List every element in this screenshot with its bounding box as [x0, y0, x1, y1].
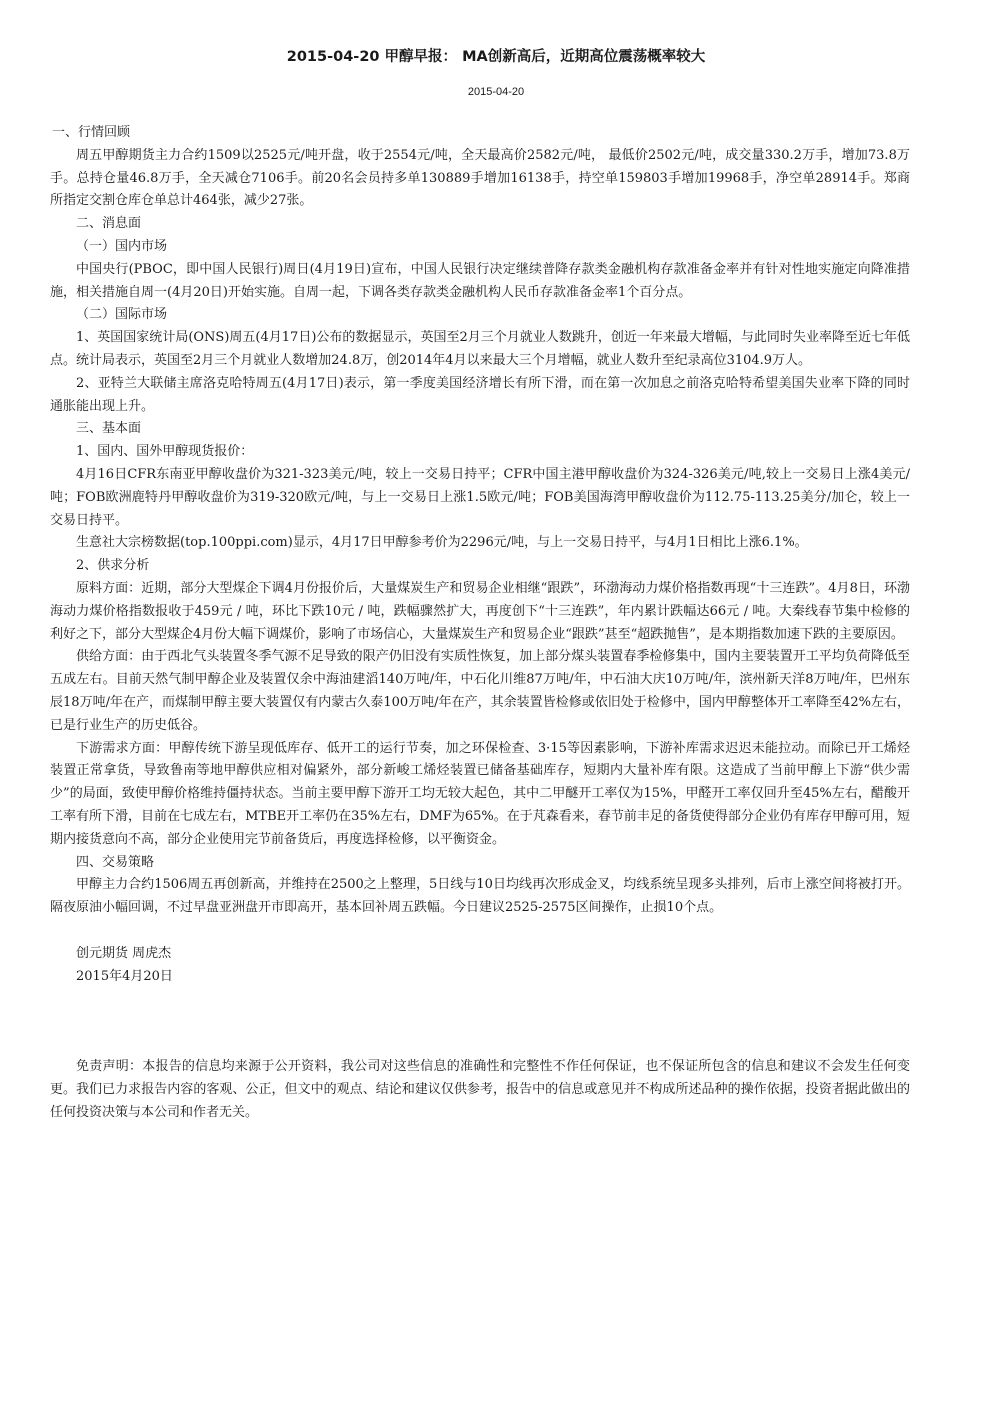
signature-author: 创元期货 周虎杰: [76, 945, 172, 961]
spacer: [50, 988, 910, 1056]
subheading-spot-prices: 1、国内、国外甲醇现货报价：: [76, 444, 254, 460]
section-heading-trading-strategy: 四、交易策略: [76, 854, 155, 870]
section-heading-news: 二、消息面: [76, 216, 142, 232]
section-heading-fundamentals: 三、基本面: [76, 421, 142, 437]
paragraph-raw-materials: 原料方面：近期，部分大型煤企下调4月份报价后，大量煤炭生产和贸易企业相继“跟跌”，环渤海动力煤价格指数再现“十三连跌”。4月8日，环渤海动力煤价格指数报收于459元 / 吨，环比下跌10元 / 吨，跌幅骤然扩大，再度创下“十三连跌”，年内累计跌幅达66元 / 吨。大秦线春节集中检修的利好之下，部分大型煤企4月份大幅下调煤价，影响了市场信心，大量煤炭生产和贸易企业“跟跌”甚至“超跌抛售”，是本期指数加速下跌的主要原因。: [50, 580, 910, 642]
paragraph-supply: 供给方面：由于西北气头装置冬季气源不足导致的限产仍旧没有实质性恢复，加上部分煤头装置春季检修集中，国内主要装置开工平均负荷降低至五成左右。目前天然气制甲醇企业及装置仅余中海油建滔140万吨/年，中石化川维87万吨/年，中石油大庆10万吨/年，滨州新天洋8万吨/年，巴州东辰18万吨/年在产，而煤制甲醇主要大装置仅有内蒙古久泰100万吨/年在产，其余装置皆检修或依旧处于检修中，国内甲醇整体开工率降至42%左右，已是行业生产的历史低谷。: [50, 649, 910, 733]
paragraph-uk-employment: 1、英国国家统计局(ONS)周五(4月17日)公布的数据显示，英国至2月三个月就业人数跳升，创近一年来最大增幅，与此同时失业率降至近七年低点。统计局表示，英国至2月三个月就业人数增加24.8万，创2014年4月以来最大三个月增幅，就业人数升至纪录高位3104.9万人。: [50, 330, 910, 368]
report-body: [50, 122, 910, 1125]
report-date: 2015-04-20: [467, 86, 525, 98]
subheading-domestic-market: （一）国内市场: [76, 238, 168, 254]
report-title: 2015-04-20 甲醇早报： MA创新高后，近期高位震荡概率较大: [286, 49, 706, 65]
subheading-supply-demand: 2、供求分析: [76, 558, 150, 574]
section-heading-market-review: 一、行情回顾: [52, 125, 131, 140]
spacer: [50, 920, 910, 943]
paragraph-downstream-demand: 下游需求方面：甲醇传统下游呈现低库存、低开工的运行节奏，加之环保检查、3·15等因素影响，下游补库需求迟迟未能拉动。而除已开工烯烃装置正常拿货，导致鲁南等地甲醇供应相对偏紧外，部分新峻工烯烃装置已储备基础库存，短期内大量补库有限。这造成了当前甲醇上下游“供少需少”的局面，致使甲醇价格维持僵持状态。当前主要甲醇下游开工均无较大起色，其中二甲醚开工率仅为15%，甲醛开工率仅回升至45%左右，醋酸开工率有所下滑，目前在七成左右，MTBE开工率仍在35%左右，DMF为65%。在于芃森看来，春节前丰足的备货使得部分企业仍有库存甲醇可用，短期内接货意向不高，部分企业使用完节前备货后，再度选择检修，以平衡资金。: [50, 740, 910, 847]
paragraph-us-fed: 2、亚特兰大联储主席洛克哈特周五(4月17日)表示，第一季度美国经济增长有所下滑，而在第一次加息之前洛克哈特希望美国失业率下降的同时通胀能出现上升。: [50, 375, 910, 414]
subheading-international-market: （二）国际市场: [76, 307, 168, 323]
disclaimer: 免责声明：本报告的信息均来源于公开资料，我公司对这些信息的准确性和完整性不作任何保证，也不保证所包含的信息和建议不会发生任何变更。我们已力求报告内容的客观、公正，但文中的观点、结论和建议仅供参考，报告中的信息或意见并不构成所述品种的操作依据，投资者据此做出的任何投资决策与本公司和作者无关。: [50, 1059, 910, 1121]
paragraph-reference-price: 生意社大宗榜数据(top.100ppi.com)显示，4月17日甲醇参考价为2296元/吨，与上一交易日持平，与4月1日相比上涨6.1%。: [76, 535, 808, 551]
paragraph-trading-strategy: 甲醇主力合约1506周五再创新高，并维持在2500之上整理，5日线与10日均线再次形成金叉，均线系统呈现多头排列，后市上涨空间将被打开。隔夜原油小幅回调，不过早盘亚洲盘开市即高开，基本回补周五跌幅。今日建议2525-2575区间操作，止损10个点。: [50, 877, 910, 916]
paragraph-spot-prices: 4月16日CFR东南亚甲醇收盘价为321-323美元/吨，较上一交易日持平；CFR中国主港甲醇收盘价为324-326美元/吨,较上一交易日上涨4美元/吨；FOB欧洲鹿特丹甲醇收盘价为319-320欧元/吨，与上一交易日上涨1.5欧元/吨；FOB美国海湾甲醇收盘价为112.75-113.25美分/加仑，较上一交易日持平。: [50, 466, 910, 528]
paragraph-domestic-news: 中国央行(PBOC，即中国人民银行)周日(4月19日)宣布，中国人民银行决定继续普降存款类金融机构存款准备金率并有针对性地实施定向降准措施，相关措施自周一(4月20日)开始实施。自周一起，下调各类存款类金融机构人民币存款准备金率1个百分点。: [50, 261, 910, 300]
signature-date: 2015年4月20日: [76, 968, 173, 984]
paragraph-market-review: 周五甲醇期货主力合约1509以2525元/吨开盘，收于2554元/吨，全天最高价2582元/吨， 最低价2502元/吨，成交量330.2万手，增加73.8万手。总持仓量46.8万手，全天减仓7106手。前20名会员持多单130889手增加16138手，持空单159803手增加19968手，净空单28914手。郑商所指定交割仓库仓单总计464张，减少27张。: [50, 147, 910, 209]
